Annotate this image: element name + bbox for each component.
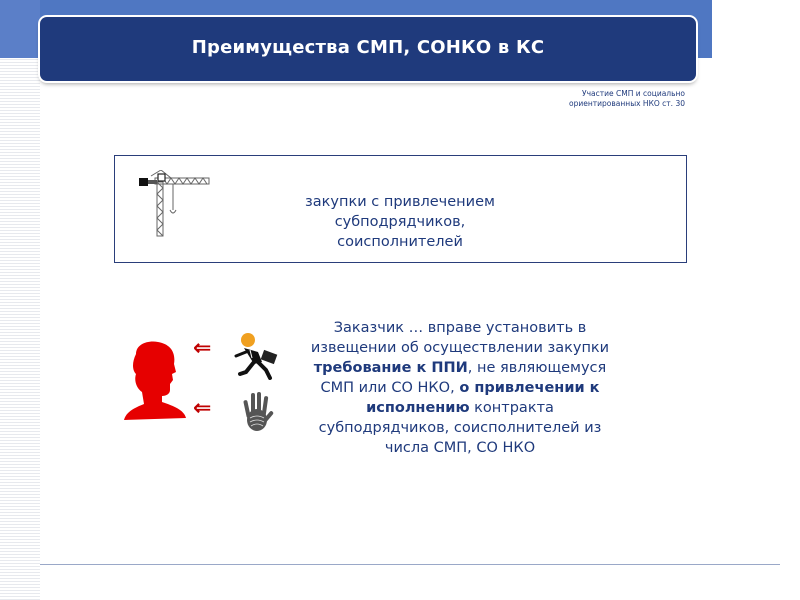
box-text-line-2: соисполнителей [337,234,463,250]
main-text-part-1: Заказчик … вправе установить в извещении об осуществлении закупки [310,320,610,356]
person-silhouette-icon [122,340,188,420]
main-text [310,318,610,458]
source-note [520,89,685,109]
box-text [250,192,550,252]
source-note-line-2: ориентированных НКО ст. 30 [569,99,685,108]
source-note-line-1: Участие СМП и социально [582,89,685,98]
running-businessman-icon [232,330,282,380]
slide-title: Преимущества СМП, СОНКО в КС [191,36,545,58]
handprint-icon [240,390,274,434]
main-text-bold-1: требование к ППИ [313,360,468,376]
main-text-bold-2: о привлечении к исполнению [366,380,600,416]
arrow-left-icon: ⇐ [193,396,212,421]
footer-divider [40,564,780,565]
crane-icon [137,170,217,240]
box-text-line-1: закупки с привлечением субподрядчиков, [305,194,495,230]
left-stripes-decoration [0,0,40,600]
header-band-left [0,0,40,58]
main-text-part-3: контракта субподрядчиков, соисполнителей из числа СМП, СО НКО [318,400,602,456]
title-panel [40,17,696,81]
main-text-part-2: , не являющемуся СМП или СО НКО, [320,360,607,396]
arrow-left-icon: ⇐ [193,336,212,361]
